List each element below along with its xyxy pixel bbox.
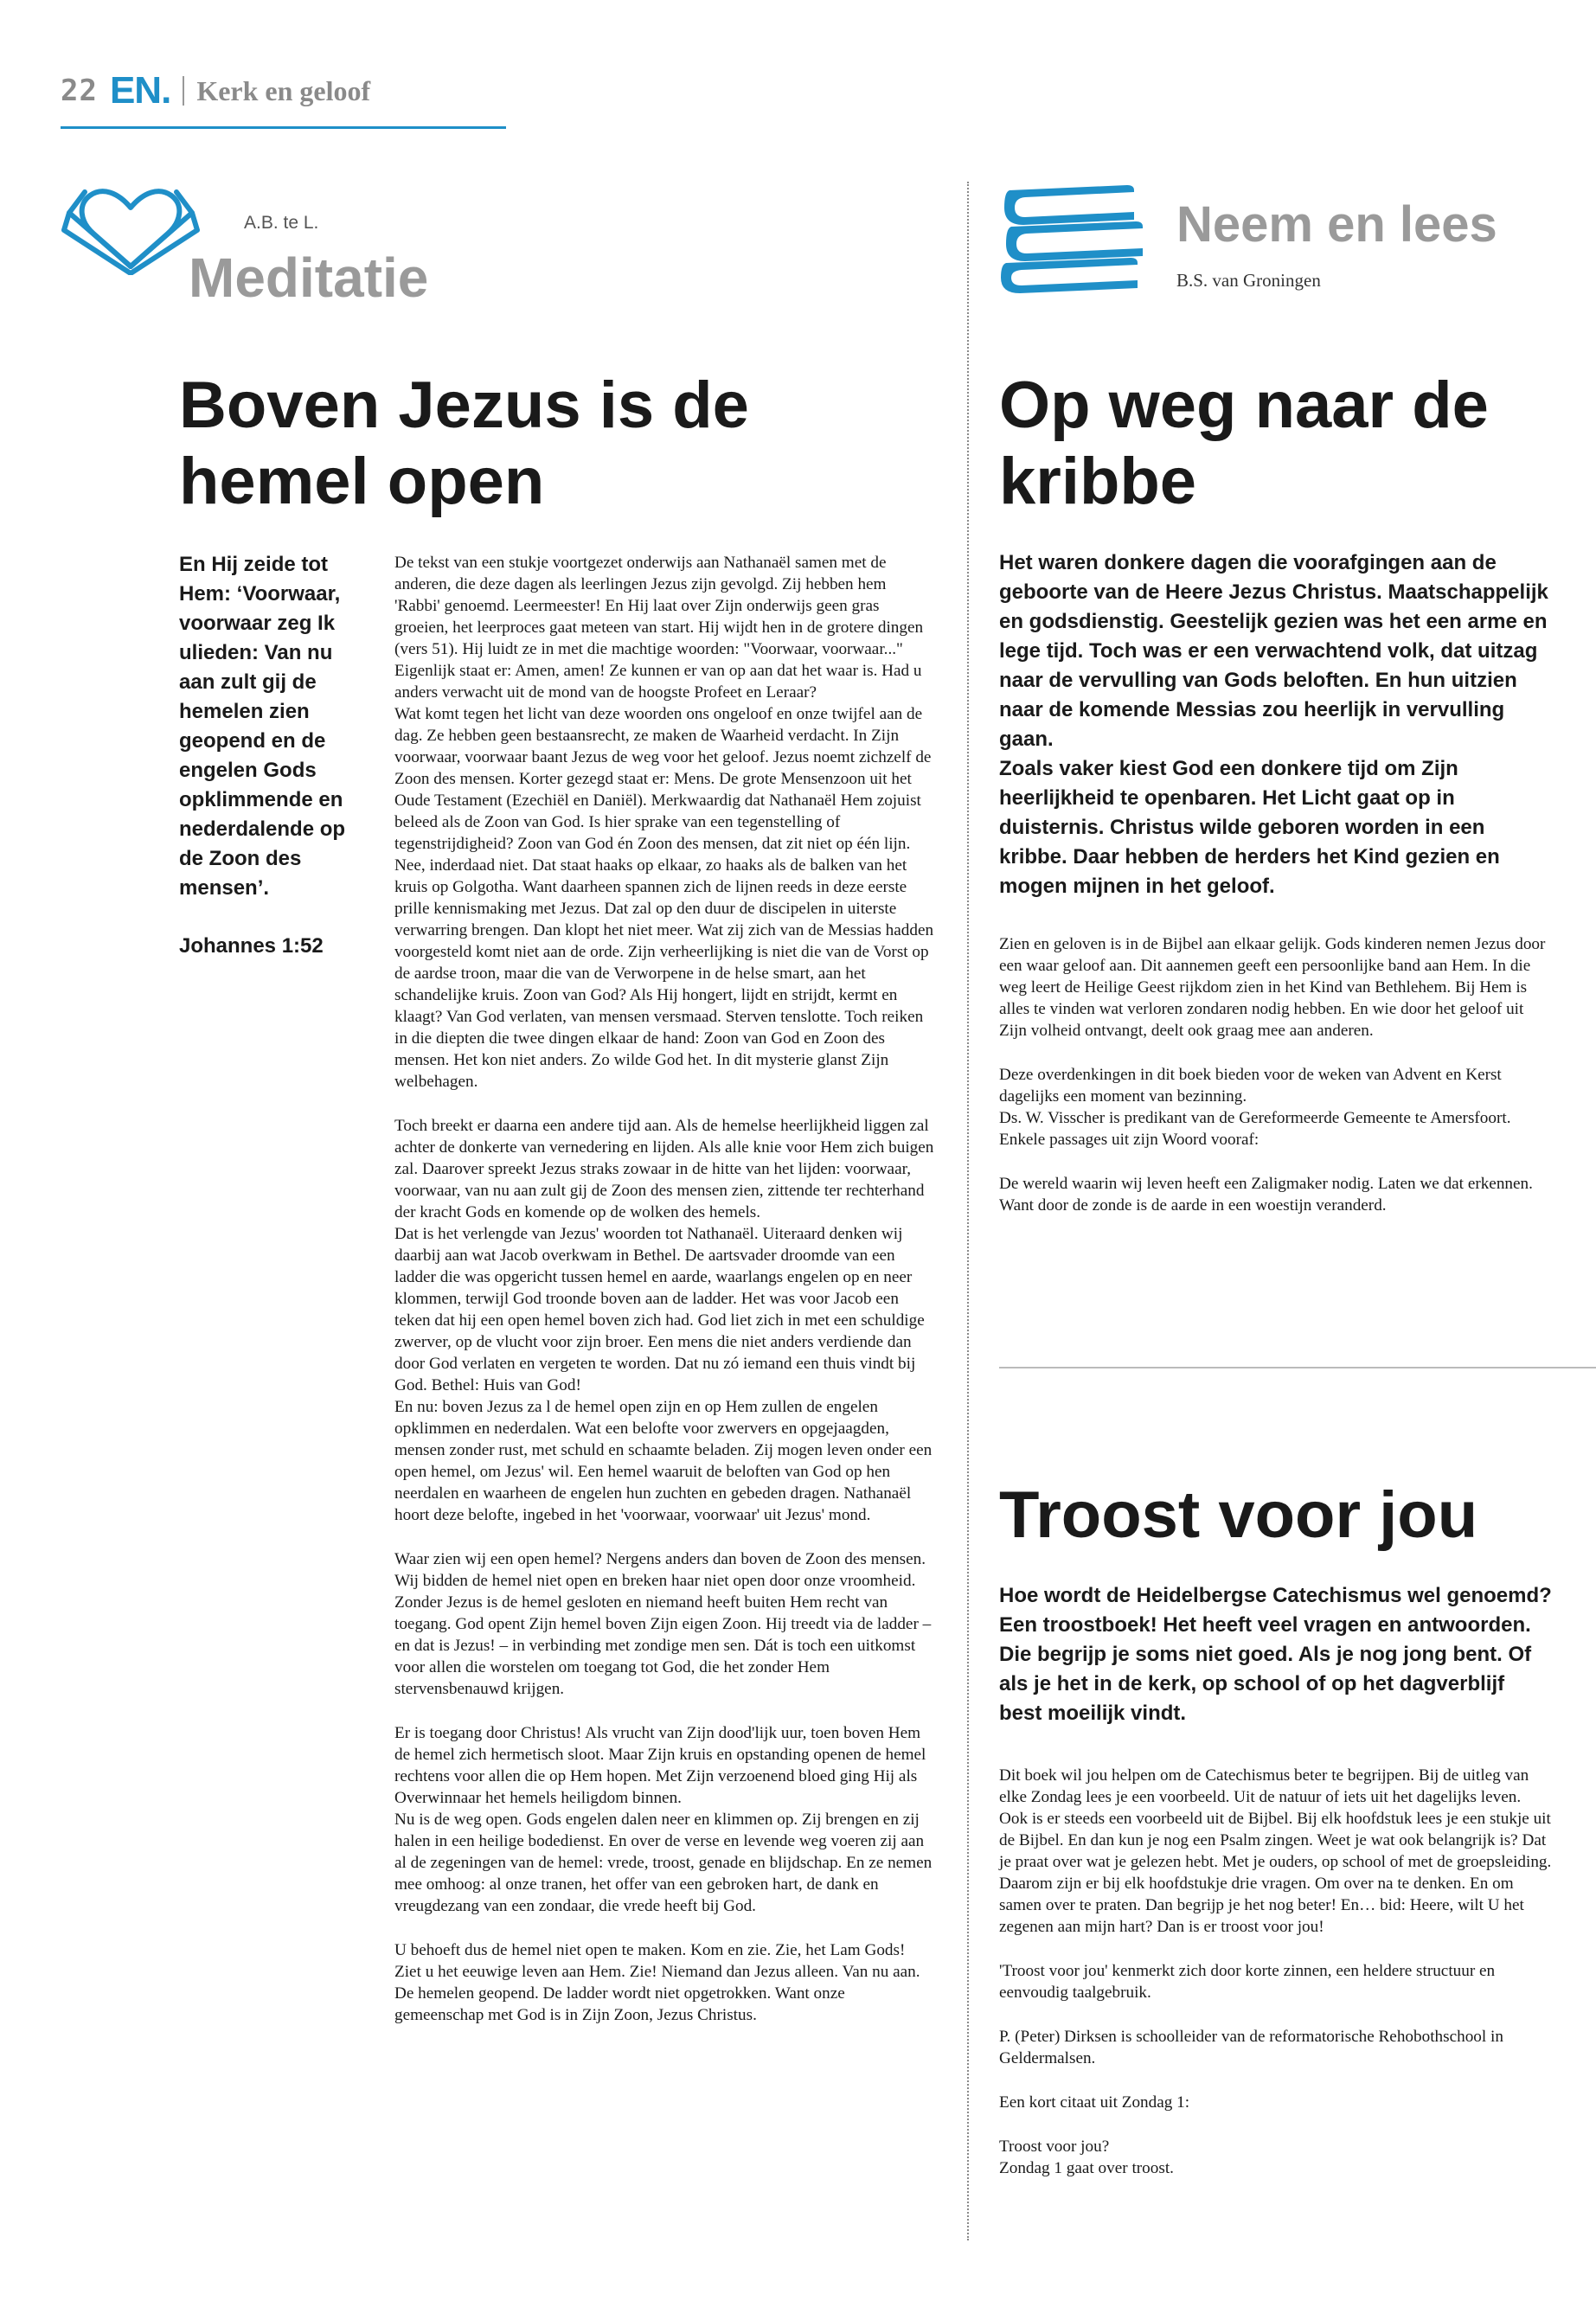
header-rule [61,126,506,129]
section-name: Kerk en geloof [196,74,371,106]
meditation-body [394,552,934,2048]
header-separator [183,76,184,106]
body-paragraph: 'Troost voor jou' kenmerkt zich door korte zinnen, een heldere structuur en eenvoudig taalgebruik. [999,1962,1496,2002]
body-paragraph: De tekst van een stukje voortgezet onderwijs aan Nathanaël samen met de anderen, die deze dagen als leerlingen Jezus zijn gevolgd. Zij hebben hem 'Rabbi' genoemd. Leermeester! En Hij laat over Zijn onderwijs geen gras groeien, het leerproces gaat meteen van start. Hij wijdt hen in de grotere dingen (vers 51). Hij luidt ze in met die machtige woorden: "Voorwaar, voorwaar..." Eigenlijk staat er: Amen, amen! Ze kunnen er van op aan dat het waar is. Had u anders verwacht uit de mond van de hoogste Profeet en Leraar? Wat komt tegen het licht van deze woorden ons ongeloof en onze twijfel aan de dag. Ze hebben geen bestaansrecht, ze maken de Waarheid verdacht. In Zijn voorwaar, voorwaar baant Jezus de weg voor het geloof. Jezus noemt zichzelf de Zoon des mensen. Korter gezegd staat er: Mens. De grote Mensenzoon uit het Oude Testament (Ezechiël en Daniël). Merkwaardig dat Nathanaël Hem zojuist beleed als de Zoon van God. Is hier sprake van een tegenstelling of tegenstrijdigheid? Zoon van God én Zoon des mensen, dat zit niet op één lijn. Nee, inderdaad niet. Dat staat haaks op elkaar, zo haaks als de balken van het kruis op Golgotha. Want daarheen spannen zich de lijnen reeds in deze eerste prille kennismaking met Jezus. Dat zal op den duur de discipelen in uiterste verwarring brengen. Dan klopt het niet meer. Wat zij zich van de Messias hadden voorgesteld komt niet aan de orde. Zijn verheerlijking is niet die van de Vorst op de aardse troon, maar die van de Verworpene in de helse smart, aan het schandelijke kruis. Zoon van God? Als Hij hongert, lijdt en strijdt, kermt en klaagt? Van God verlaten, van mensen versmaad. Sterven tenslotte. Toch reiken in die diepten die twee dingen elkaar de hand: Zoon van God en Zoon des mensen. Het kon niet anders. Zo wilde God het. In dit mysterie glanst Zijn welbehagen. [394,554,934,1091]
body-paragraph: De wereld waarin wij leven heeft een Zaligmaker nodig. Laten we dat erkennen. Want door de zonde is de aarde in een woestijn veranderd. [999,1175,1533,1215]
article-body-troost [999,1765,1553,2202]
bible-verse-quote: En Hij zeide tot Hem: ‘Voorwaar, voorwaar zeg Ik ulieden: Van nu aan zult gij de hemelen zien geopend en de engelen Gods opklimmende en nederdalende op de Zoon des mensen’. [179,553,346,900]
column-divider [967,182,969,2240]
neem-en-lees-author: B.S. van Groningen [1176,270,1321,291]
page-number: 22 [61,74,98,108]
open-book-heart-icon [61,180,201,275]
meditation-author: A.B. te L. [244,213,319,233]
body-paragraph: P. (Peter) Dirksen is schoolleider van de reformatorische Rehobothschool in Geldermalsen. [999,2028,1503,2067]
body-paragraph: Een kort citaat uit Zondag 1: [999,2093,1190,2112]
article-separator [999,1367,1596,1368]
body-paragraph: Troost voor jou? Zondag 1 gaat over troost. [999,2138,1174,2177]
article-body-kribbe [999,933,1553,1239]
meditation-headline: Boven Jezus is de hemel open [179,369,749,518]
body-paragraph: Toch breekt er daarna een andere tijd aan. Als de hemelse heerlijkheid liggen zal achter de donkerte van vernedering en lijden. Als alle knie voor Hem zich buigen zal. Daarover spreekt Jezus straks zowaar in de hitte van het lijden: voorwaar, voorwaar, van nu aan zult gij de Zoon des mensen zien, zittende ter rechterhand der kracht Gods en komende op de wolken des hemels. Dat is het verlengde van Jezus' woorden tot Nathanaël. Uiteraard denken wij daarbij aan wat Jacob overkwam in Bethel. De aartsvader droomde van een ladder die was opgericht tussen hemel en aarde, waarlangs engelen op en neer klommen, terwijl God troonde boven aan de ladder. Het was voor Jacob een teken dat hij een open hemel boven zich had. God liet zich in met een schuldige zwerver, op de vlucht voor zijn broer. Een mens die niet anders verdiende dan door God verlaten en vergeten te worden. Dat nu zó iemand een thuis vindt bij God. Bethel: Huis van God! En nu: boven Jezus za l de hemel open zijn en op Hem zullen de engelen opklimmen en nederdalen. Wat een belofte voor zwervers en opgejaagden, mensen zonder rust, met schuld en schaamte beladen. Zij mogen leven onder een open hemel, om Jezus' wil. Een hemel waaruit de beloften van God op hen neerdalen en waarheen de engelen hun zuchten en gebeden dragen. Nathanaël hoort deze belofte, ingebed in het 'voorwaar, voorwaar' uit Jezus' mond. [394,1117,934,1524]
body-paragraph: Deze overdenkingen in dit boek bieden voor de weken van Advent en Kerst dagelijks een moment van bezinning. Ds. W. Visscher is predikant van de Gereformeerde Gemeente te Amersfoort. Enkele passages uit zijn Woord vooraf: [999,1066,1511,1149]
neem-en-lees-title: Neem en lees [1176,196,1497,253]
page-header [61,65,370,117]
body-paragraph: Zien en geloven is in de Bijbel aan elkaar gelijk. Gods kinderen nemen Jezus door een waar geloof aan. Dit aannemen geeft een persoonlijke band aan Hem. In die weg leert de Heilige Geest rijkdom zien in het Kind van Bethlehem. Bij Hem is alles te vinden wat verloren zondaren nodig hebben. En wie door het geloof uit Zijn volheid ontvangt, deelt ook graag mee aan anderen. [999,935,1546,1040]
article-headline-troost: Troost voor jou [999,1478,1478,1552]
body-paragraph: Dit boek wil jou helpen om de Catechismus beter te begrijpen. Bij de uitleg van elke Zondag lees je een voorbeeld. Uit de natuur of iets uit het dagelijks leven. Ook is er steeds een voorbeeld uit de Bijbel. Bij elk hoofdstuk lees je een stukje uit de Bijbel. En dan kun je nog een Psalm zingen. Weet je wat ook belangrijk is? Dat je praat over wat je gelezen hebt. Met je ouders, op school of met de groepsleiding. Daarom zijn er bij elk hoofdstukje drie vragen. Om over na te denken. En om samen over te praten. Dan begrijp je het nog beter! En… bid: Heere, wilt U het zegenen aan mijn hart? Dan is er troost voor jou! [999,1766,1552,1936]
bible-reference: Johannes 1:52 [179,934,324,958]
stacked-books-icon [997,182,1149,294]
body-paragraph: Er is toegang door Christus! Als vrucht van Zijn dood'lijk uur, toen boven Hem de hemel zich hermetisch sloot. Maar Zijn kruis en opstanding openen de hemel rechtens voor allen die op Hem hopen. Met Zijn verzoenend bloed ging Hij als Overwinnaar het hemels heiligdom binnen. Nu is de weg open. Gods engelen dalen neer en klimmen op. Zij brengen en zij halen in een heilige bodedienst. En over de verse en levende weg voeren zij aan al de zegeningen van de hemel: vrede, troost, genade en blijdschap. En ze nemen mee omhoog: al onze tranen, het offer van een gebroken hart, de dank en vreugdezang van een zondaar, die vrede heeft bij God. [394,1724,933,1915]
meditation-category-title: Meditatie [189,247,429,309]
body-paragraph: U behoeft dus de hemel niet open te maken. Kom en zie. Zie, het Lam Gods! Ziet u het eeuwige leven aan Hem. Zie! Niemand dan Jezus alleen. Van nu aan. De hemelen geopend. De ladder wordt niet opgetrokken. Want onze gemeenschap met God is in Zijn Zoon, Jezus Christus. [394,1941,920,2024]
body-paragraph: Waar zien wij een open hemel? Nergens anders dan boven de Zoon des mensen. Wij bidden de hemel niet open en breken haar niet open door onze vroomheid. Zonder Jezus is de hemel gesloten en niemand heeft buiten Hem recht van toegang. God opent Zijn hemel boven Zijn eigen Zoon. Hij treedt via de ladder – en dat is Jezus! – in verbinding met zondige men sen. Dát is toch een uitkomst voor allen die worstelen om toegang tot God, die het zonder Hem stervensbenauwd krijgen. [394,1550,932,1698]
article-headline-kribbe: Op weg naar de kribbe [999,369,1489,518]
article-lead-troost: Hoe wordt de Heidelbergse Catechismus wel genoemd? Een troostboek! Het heeft veel vragen en antwoorden. Die begrijp je soms niet goed. Als je nog jong bent. Of als je het in de kerk, op school of op het dagverblijf best moeilijk vindt. [999,1584,1552,1725]
brand-logo: EN. [109,69,171,112]
article-lead-kribbe: Het waren donkere dagen die voorafgingen aan de geboorte van de Heere Jezus Christus. Maatschappelijk en godsdienstig. Geestelijk gezien was het een arme en lege tijd. Toch was er een verwachtend volk, dat uitzag naar de vervulling van Gods beloften. En hun uitzien naar de komende Messias zou heerlijk in vervulling gaan. Zoals vaker kiest God een donkere tijd om Zijn heerlijkheid te openbaren. Het Licht gaat op in duisternis. Christus wilde geboren worden in een kribbe. Daar hebben de herders het Kind gezien en mogen mijnen in het geloof. [999,551,1548,898]
